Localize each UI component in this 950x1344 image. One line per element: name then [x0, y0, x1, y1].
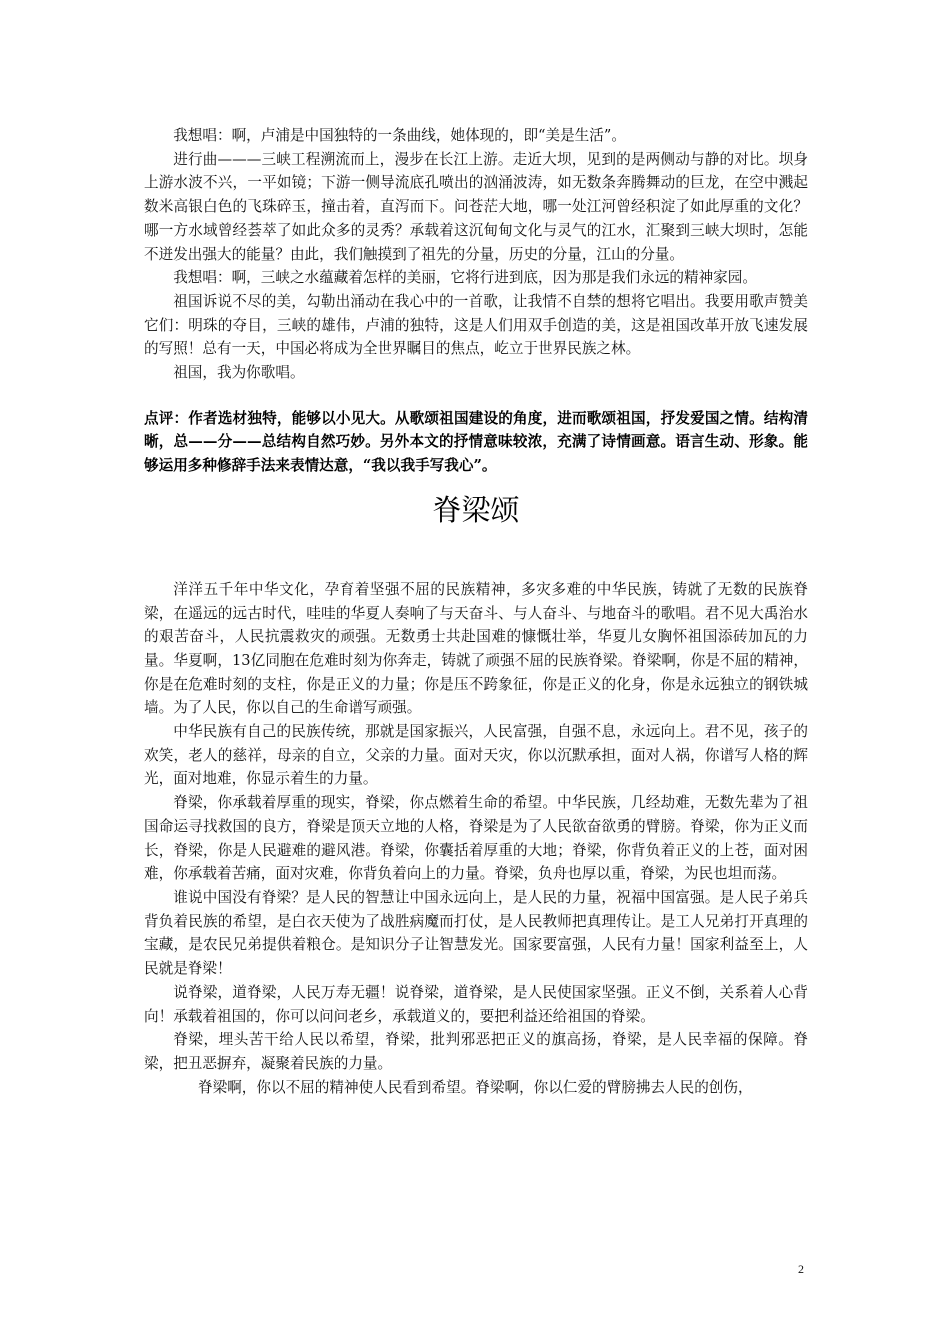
- paragraph: 祖国诉说不尽的美，勾勒出涌动在我心中的一首歌，让我情不自禁的想将它唱出。我要用歌声赞美它们：明珠的夺目，三峡的雄伟，卢浦的独特，这是人们用双手创造的美，这是祖国改革开放飞速发展的写照！总有一天，中国必将成为全世界瞩目的焦点，屹立于世界民族之林。: [144, 292, 808, 358]
- essay-title: 脊梁颂: [432, 492, 520, 527]
- spacer: [144, 385, 808, 407]
- paragraph: 祖国，我为你歌唱。: [173, 364, 305, 382]
- paragraph: 我想唱：啊，卢浦是中国独特的一条曲线，她体现的，即“美是生活”。: [173, 127, 626, 144]
- paragraph: 脊梁，埋头苦干给人民以希望，脊梁，批判邪恶把正义的旗高扬，脊梁，是人民幸福的保障。脊梁，把丑恶摒弃，凝聚着民族的力量。: [144, 1031, 808, 1072]
- page-number: 2: [798, 1262, 804, 1276]
- paragraph: 脊梁啊，你以不屈的精神使人民看到希望。脊梁啊，你以仁爱的臂膀拂去人民的创伤，: [198, 1078, 753, 1096]
- paragraph: 说脊梁，道脊梁，人民万寿无疆！说脊梁，道脊梁，是人民使国家坚强。正义不倒，关系着人心背向！承载着祖国的，你可以问问老乡，承载道义的，要把利益还给祖国的脊梁。: [144, 983, 808, 1025]
- paragraph: 进行曲———三峡工程溯流而上，漫步在长江上游。走近大坝，见到的是两侧动与静的对比。坝身上游水波不兴，一平如镜；下游一侧导流底孔喷出的汹涌波涛，如无数条奔腾舞动的巨龙，在空中溅起数米高银白色的飞珠碎玉，撞击着，直泻而下。问苍茫大地，哪一处江河曾经积淀了如此厚重的文化？哪一方水域曾经荟萃了如此众多的灵秀？承载着这沉甸甸文化与灵气的江水，汇聚到三峡大坝时，怎能不迸发出强大的能量？由此，我们触摸到了祖先的分量，历史的分量，江山的分量。: [144, 150, 808, 263]
- paragraph: 洋洋五千年中华文化，孕育着坚强不屈的民族精神，多灾多难的中华民族，铸就了无数的民族脊梁，在遥远的远古时代，哇哇的华夏人奏响了与天奋斗、与人奋斗、与地奋斗的歌唱。君不见大禹治水的艰苦奋斗，人民抗震救灾的顽强。无数勇士共赴国难的慷慨壮举，华夏儿女胸怀祖国添砖加瓦的力量。华夏啊，13亿同胞在危难时刻为你奔走，铸就了顽强不屈的民族脊梁。脊梁啊，你是不屈的精神，你是在危难时刻的支柱，你是正义的力量；你是压不跨象征，你是正义的化身，你是永远独立的钢铁城墙。为了人民，你以自己的生命谱写顽强。: [144, 580, 808, 717]
- page-content: [144, 124, 808, 1099]
- paragraph: 谁说中国没有脊梁？是人民的智慧让中国永远向上，是人民的力量，祝福中国富强。是人民子弟兵背负着民族的希望，是白衣天使为了战胜病魔而打仗，是人民教师把真理传让。是工人兄弟打开真理的宝藏，是农民兄弟提供着粮仓。是知识分子让智慧发光。国家要富强，人民有力量！国家利益至上，人民就是脊梁！: [144, 888, 808, 978]
- editor-comment: 点评：作者选材独特，能够以小见大。从歌颂祖国建设的角度，进而歌颂祖国，抒发爱国之情。结构清晰，总——分——总结构自然巧妙。另外本文的抒情意味较浓，充满了诗情画意。语言生动、形象。能够运用多种修辞手法来表情达意，“我以我手写我心”。: [144, 409, 808, 475]
- paragraph: 中华民族有自己的民族传统，那就是国家振兴，人民富强，自强不息，永远向上。君不见，孩子的欢笑，老人的慈祥，母亲的自立，父亲的力量。面对天灾，你以沉默承担，面对人祸，你谱写人格的辉光，面对地难，你显示着生的力量。: [144, 723, 808, 788]
- paragraph: 我想唱：啊，三峡之水蕴藏着怎样的美丽，它将行进到底，因为那是我们永远的精神家园。: [173, 269, 757, 287]
- paragraph: 脊梁，你承载着厚重的现实，脊梁，你点燃着生命的希望。中华民族，几经劫难，无数先辈为了祖国命运寻找救国的良方，脊梁是顶天立地的人格，脊梁是为了人民欲奋欲勇的臂膀。脊梁，你为正义而长，脊梁，你是人民避难的避风港。脊梁，你囊括着厚重的大地；脊梁，你背负着正义的上苍，面对困难，你承载着苦痛，面对灾难，你背负着向上的力量。脊梁，负舟也厚以重，脊梁，为民也坦而荡。: [144, 794, 808, 883]
- spacer: [144, 528, 808, 578]
